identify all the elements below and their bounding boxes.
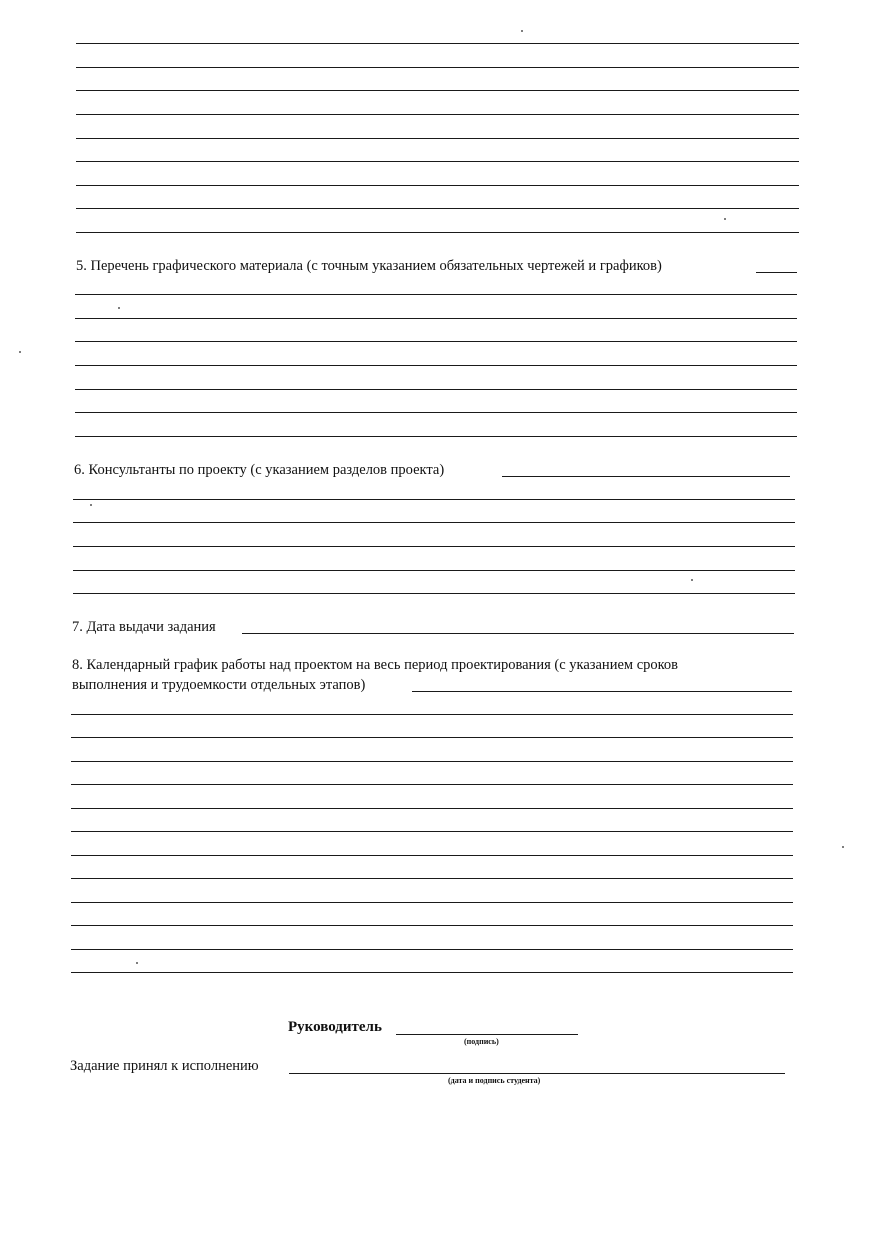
section-6-fill-line xyxy=(502,476,790,477)
writing-line xyxy=(75,389,797,390)
issue-date-line xyxy=(242,633,794,634)
scan-speck xyxy=(691,579,693,581)
writing-line xyxy=(71,972,793,973)
writing-line xyxy=(73,546,795,547)
writing-line xyxy=(76,114,799,115)
writing-line xyxy=(76,138,799,139)
writing-line xyxy=(71,784,793,785)
writing-line xyxy=(71,855,793,856)
writing-line xyxy=(76,161,799,162)
scan-speck xyxy=(842,846,844,848)
supervisor-label: Руководитель xyxy=(288,1019,382,1035)
student-signature-line xyxy=(289,1073,785,1074)
writing-line xyxy=(73,499,795,500)
writing-line xyxy=(76,185,799,186)
writing-line xyxy=(71,831,793,832)
supervisor-signature-line xyxy=(396,1034,578,1035)
writing-line xyxy=(71,902,793,903)
writing-line xyxy=(75,365,797,366)
writing-line xyxy=(71,878,793,879)
scan-speck xyxy=(136,962,138,964)
scan-speck xyxy=(19,351,21,353)
section-7-label: 7. Дата выдачи задания xyxy=(72,619,216,635)
writing-line xyxy=(75,341,797,342)
section-5-label: 5. Перечень графического материала (с точным указанием обязательных чертежей и графиков) xyxy=(76,258,662,274)
supervisor-signature-caption: (подпись) xyxy=(464,1037,499,1046)
writing-line xyxy=(71,737,793,738)
section-6-label: 6. Консультанты по проекту (с указанием разделов проекта) xyxy=(74,462,445,478)
section-8-fill-line xyxy=(412,691,792,692)
writing-line xyxy=(75,412,797,413)
writing-line xyxy=(71,925,793,926)
scan-speck xyxy=(90,504,92,506)
student-signature-caption: (дата и подпись студента) xyxy=(448,1076,541,1085)
writing-line xyxy=(76,67,799,68)
writing-line xyxy=(73,593,795,594)
writing-line xyxy=(76,232,799,233)
writing-line xyxy=(75,318,797,319)
writing-line xyxy=(76,208,799,209)
writing-line xyxy=(71,808,793,809)
scan-speck xyxy=(521,30,523,32)
writing-line xyxy=(73,522,795,523)
writing-line xyxy=(71,949,793,950)
writing-line xyxy=(71,761,793,762)
section-8-label-line2: выполнения и трудоемкости отдельных этапов) xyxy=(72,677,366,693)
scan-speck xyxy=(118,307,120,309)
accepted-label: Задание принял к исполнению xyxy=(70,1058,259,1074)
writing-line xyxy=(76,43,799,44)
writing-line xyxy=(75,294,797,295)
section-5-fill-line xyxy=(756,272,797,273)
section-8-label-line1: 8. Календарный график работы над проектом на весь период проектирования (с указанием сроков xyxy=(72,657,679,673)
writing-line xyxy=(76,90,799,91)
writing-line xyxy=(75,436,797,437)
writing-line xyxy=(73,570,795,571)
writing-line xyxy=(71,714,793,715)
scan-speck xyxy=(724,218,726,220)
